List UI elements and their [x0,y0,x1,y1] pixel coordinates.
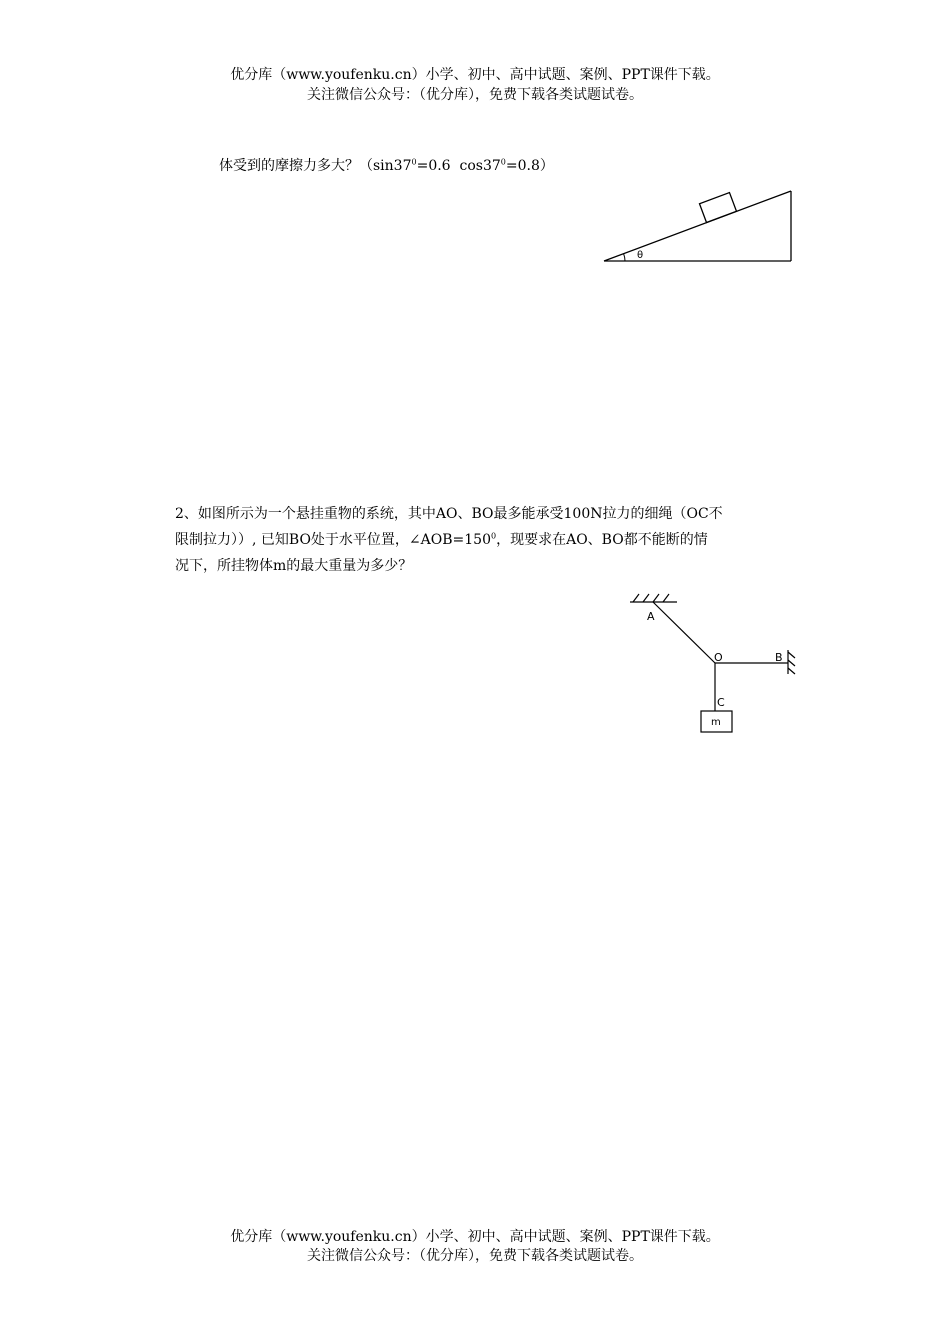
ceiling-support [630,594,677,602]
label-b: B [775,651,783,664]
q2-line-3: 况下，所挂物体m的最大重量为多少？ [175,558,413,574]
header-line-2: 关注微信公众号：（优分库），免费下载各类试题试卷。 [307,87,643,103]
q1-text-mid: =0.6 cos37 [416,158,501,174]
footer-line-2: 关注微信公众号：（优分库），免费下载各类试题试卷。 [307,1248,643,1264]
q1-degree-sup-2: 0 [500,157,506,167]
q2-line-2-pre: 限制拉力））, 已知BO处于水平位置，∠AOB=150 [175,532,491,548]
incline-triangle [604,191,791,261]
question-2-text [175,501,807,579]
question-1-text [219,155,554,175]
header-line-1: 优分库（www.youfenku.cn）小学、初中、高中试题、案例、PPT课件下载。 [230,67,720,83]
label-m: m [711,717,721,728]
rope-ao [653,602,715,663]
wall-support [788,650,795,674]
label-c: C [717,696,725,709]
label-a: A [647,610,655,623]
q1-degree-sup-1: 0 [411,157,417,167]
incline-figure [595,180,800,270]
q2-line-1: 2、如图所示为一个悬挂重物的系统，其中AO、BO最多能承受100N拉力的细绳（OC不 [175,506,723,522]
label-o: O [714,651,723,664]
angle-label-theta: θ [637,250,644,261]
q2-line-2 [175,527,807,553]
suspension-figure [625,590,805,740]
q1-text-pre: 体受到的摩擦力多大？（sin37 [219,158,412,174]
footer-line-1: 优分库（www.youfenku.cn）小学、初中、高中试题、案例、PPT课件下载。 [230,1229,720,1245]
angle-arc [624,254,626,262]
q1-text-post: =0.8） [505,158,554,174]
q2-line-2-post: ，现要求在AO、BO都不能断的情 [496,532,708,548]
block-on-incline [699,193,736,223]
q2-degree-sup: 0 [490,531,497,541]
